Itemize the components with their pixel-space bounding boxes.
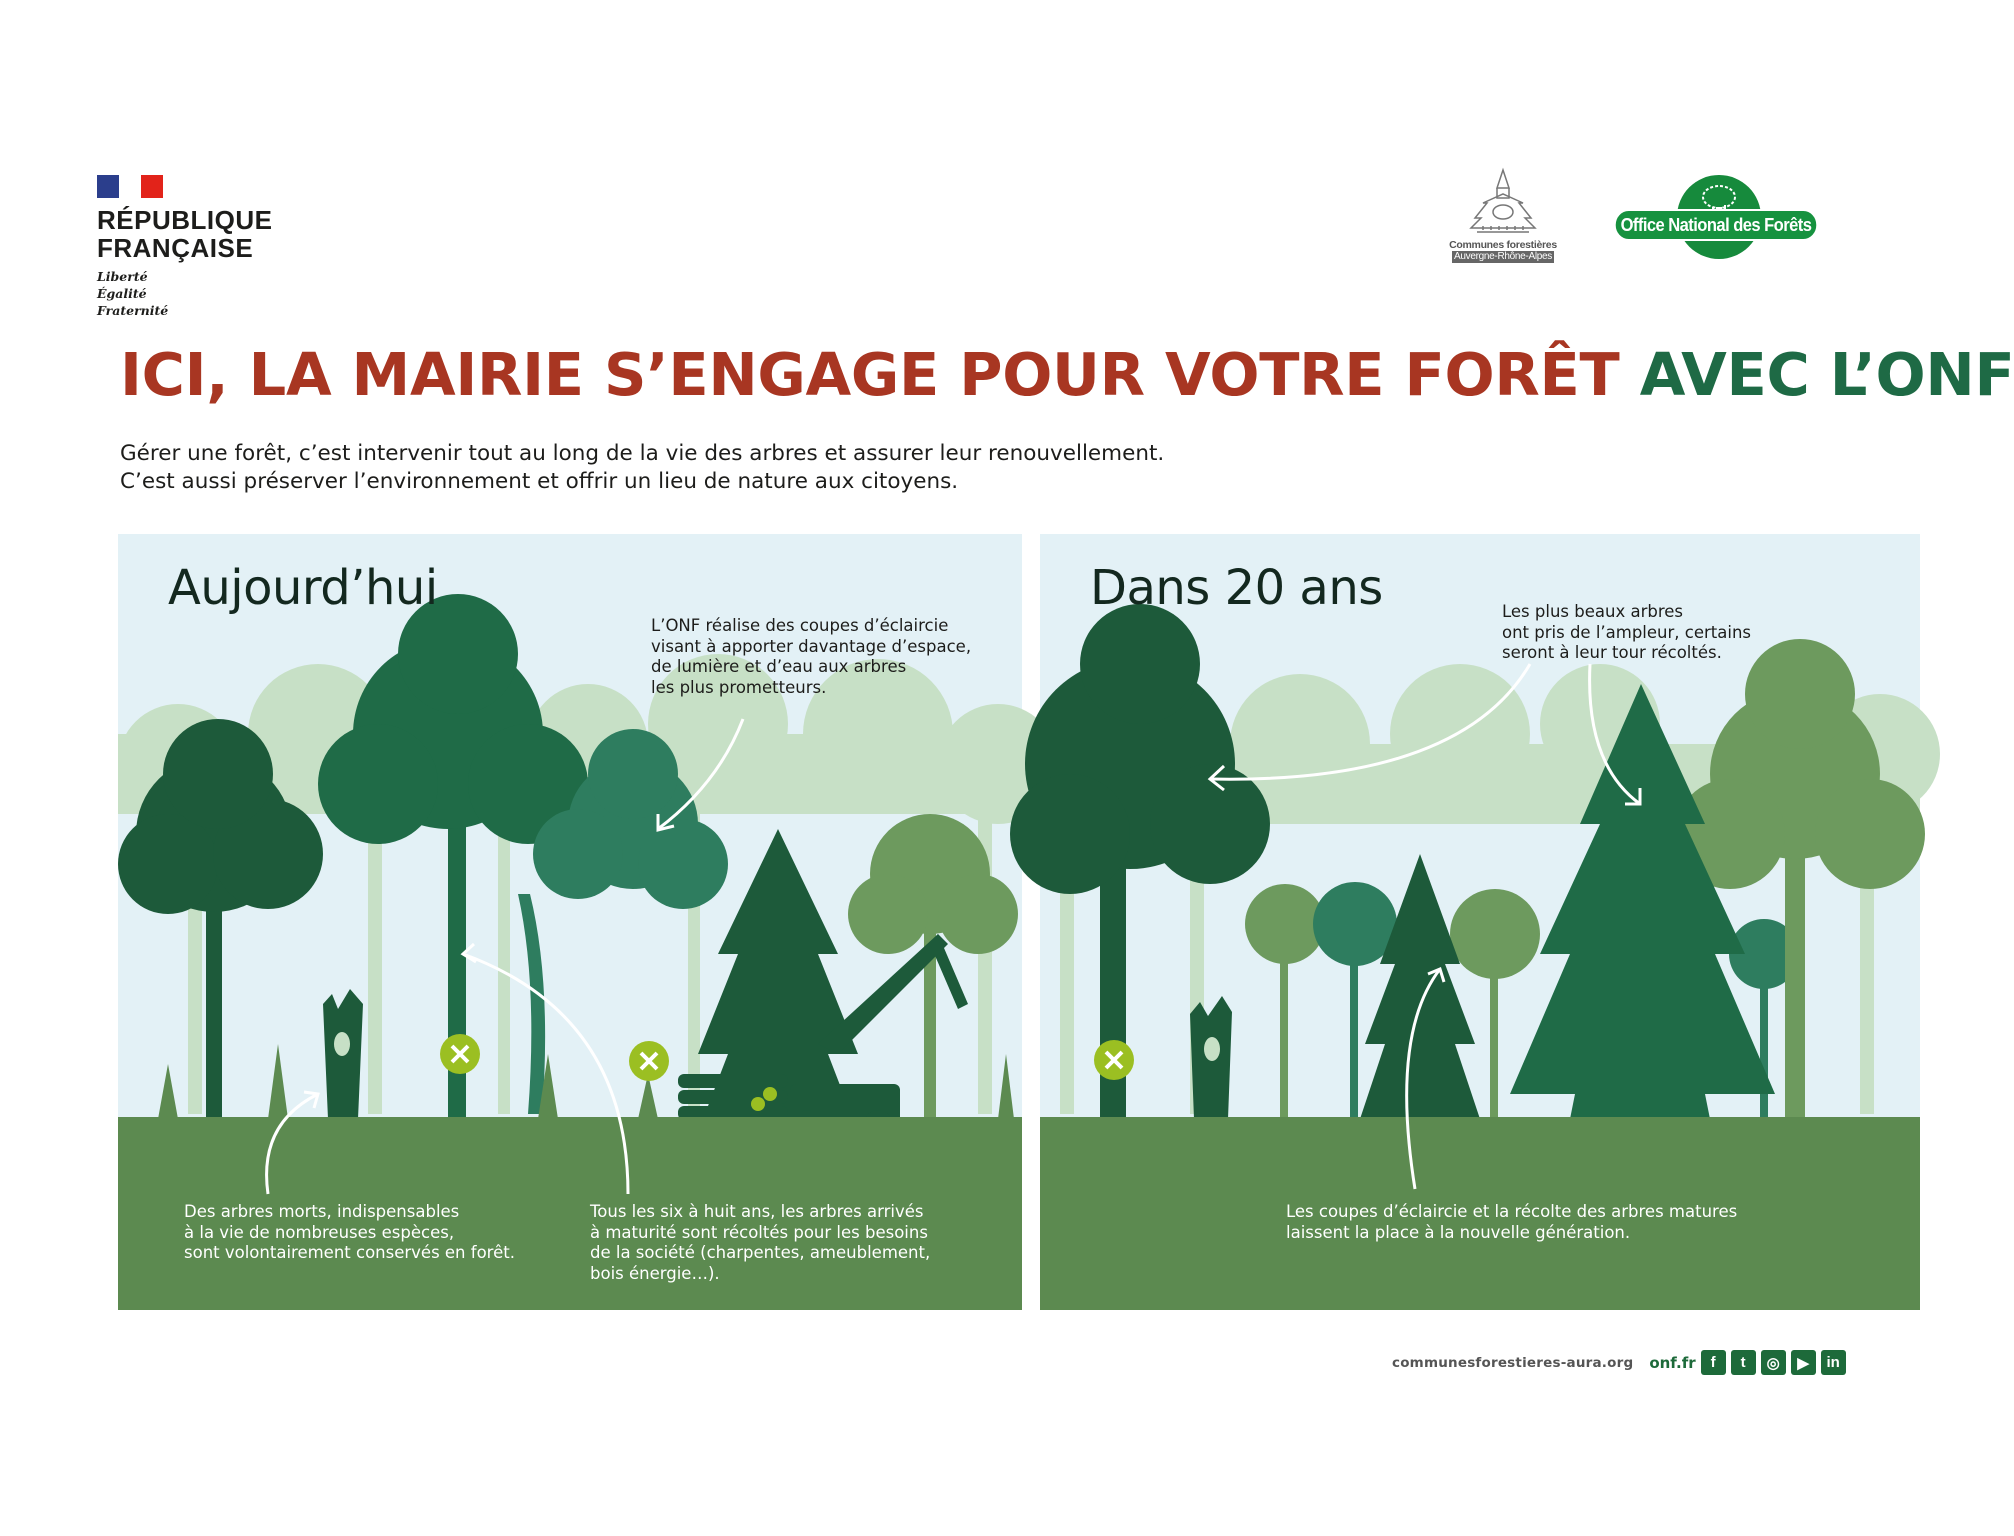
note-line: de la société (charpentes, ameublement, (590, 1243, 931, 1262)
panel-future-title: Dans 20 ans (1090, 560, 1383, 616)
thinning-marker-icon (440, 1034, 480, 1074)
note-regeneration (1286, 1202, 1737, 1243)
note-line: bois énergie…). (590, 1263, 720, 1283)
tree-light-right (848, 814, 1018, 1119)
cf-line2: Auvergne-Rhône-Alpes (1452, 251, 1554, 263)
note-dead-trees (184, 1202, 515, 1264)
note-harvest (590, 1202, 930, 1284)
title-green: AVEC L’ONF (1639, 340, 2014, 409)
dead-tree-snag (323, 989, 363, 1119)
title-red: ICI, LA MAIRIE S’ENGAGE POUR VOTRE FORÊT (120, 340, 1620, 409)
rf-line2: FRANÇAISE (97, 233, 254, 263)
motto-egalite: Égalité (97, 286, 147, 301)
note-line: les plus prometteurs. (651, 677, 827, 697)
note-line: Tous les six à huit ans, les arbres arrivés (590, 1202, 924, 1221)
cf-line1: Communes forestières (1449, 239, 1557, 251)
note-line: Des arbres morts, indispensables (184, 1202, 460, 1221)
intro-text (120, 440, 1164, 496)
note-line: ont pris de l’ampleur, certains (1502, 622, 1751, 642)
note-line: seront à leur tour récoltés. (1502, 643, 1722, 662)
communes-forestieres-logo (1448, 168, 1558, 263)
dead-tree-snag (1190, 996, 1232, 1119)
intro-line-1: Gérer une forêt, c’est intervenir tout au long de la vie des arbres et assurer leur renouvellement. (120, 441, 1165, 466)
motto-liberte: Liberté (97, 269, 148, 284)
note-line: à la vie de nombreuses espèces, (184, 1222, 455, 1242)
note-line: L’ONF réalise des coupes d’éclaircie (651, 616, 949, 635)
note-line: Les plus beaux arbres (1502, 602, 1683, 621)
note-line: sont volontairement conservés en forêt. (184, 1243, 515, 1262)
note-thinning (651, 616, 971, 698)
onf-website-link[interactable]: onf.fr (1649, 1353, 1696, 1372)
twitter-icon[interactable]: t (1731, 1350, 1756, 1375)
panel-today (118, 534, 1022, 1310)
youtube-icon[interactable]: ▶ (1791, 1350, 1816, 1375)
onf-logo (1605, 175, 1827, 259)
note-line: de lumière et d’eau aux arbres (651, 657, 907, 676)
thinning-marker-icon (1094, 1040, 1134, 1080)
note-big-trees (1502, 602, 1751, 664)
panel-today-title: Aujourd’hui (168, 560, 438, 616)
instagram-icon[interactable]: ◎ (1761, 1350, 1786, 1375)
tree-large-mature (1010, 604, 1270, 1119)
linkedin-icon[interactable]: in (1821, 1350, 1846, 1375)
note-line: à maturité sont récoltés pour les besoins (590, 1222, 928, 1242)
panel-future (1040, 534, 1920, 1310)
onf-name: Office National des Forêts (1614, 209, 1818, 241)
note-line: visant à apporter davantage d’espace, (651, 636, 972, 656)
thinning-marker-icon (629, 1041, 669, 1081)
footer (1392, 1350, 1846, 1375)
village-church-icon (1463, 168, 1543, 236)
intro-line-2: C’est aussi préserver l’environnement et offrir un lieu de nature aux citoyens. (120, 469, 959, 494)
note-line: Les coupes d’éclaircie et la récolte des arbres matures (1286, 1202, 1738, 1221)
communes-website-link[interactable]: communesforestieres-aura.org (1392, 1354, 1634, 1371)
forest-future-illustration (1040, 534, 1920, 1310)
motto-fraternite: Fraternité (97, 303, 169, 318)
republique-francaise-logo (97, 175, 272, 319)
rf-line1: RÉPUBLIQUE (97, 205, 273, 235)
facebook-icon[interactable]: f (1701, 1350, 1726, 1375)
page-title (120, 340, 2014, 409)
note-line: laissent la place à la nouvelle génération. (1286, 1222, 1631, 1242)
french-flag-icon (97, 175, 163, 198)
